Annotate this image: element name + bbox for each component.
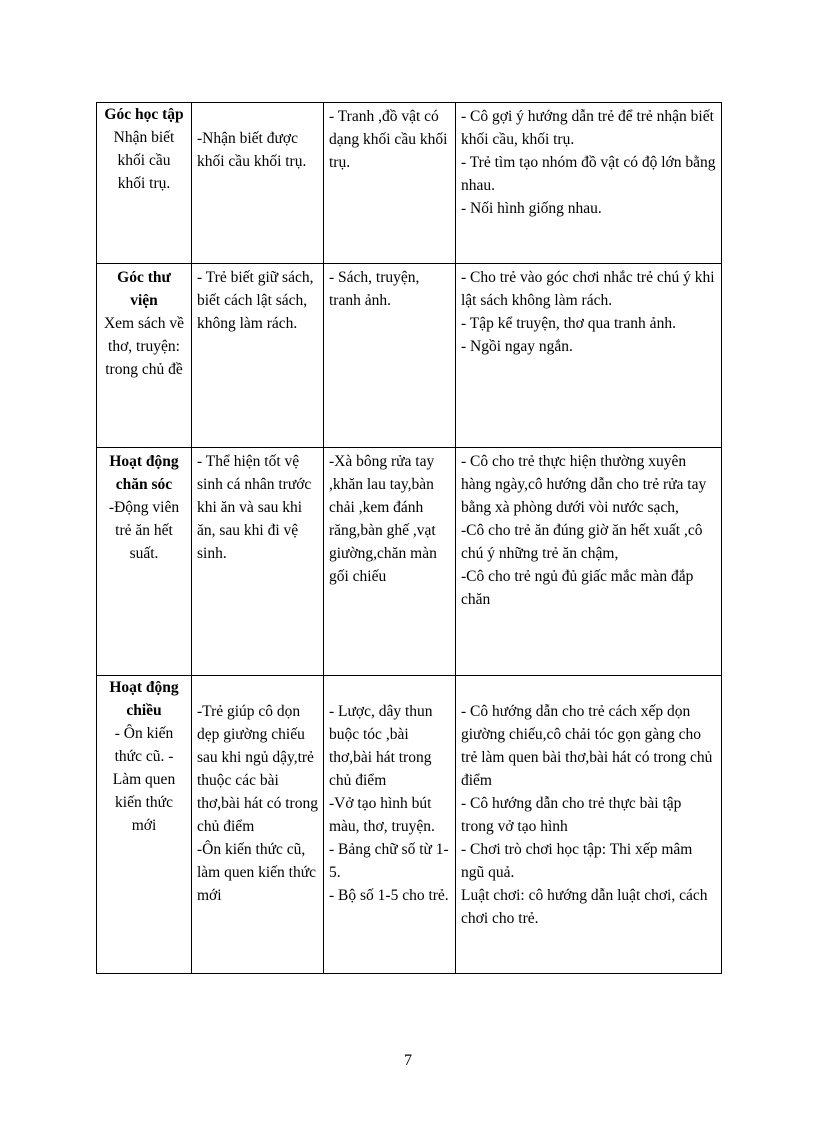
table-row (97, 103, 722, 264)
area-title: Hoạt động chiều (109, 679, 179, 719)
activities-cell (456, 448, 722, 676)
activity-area-cell (97, 264, 192, 448)
activity-item: - Cô hướng dẫn cho trẻ thực bài tập trong vở tạo hình (461, 795, 682, 835)
table-row (97, 448, 722, 676)
activity-item: - Cô gợi ý hướng dẫn trẻ để trẻ nhận biết khối cầu, khối trụ. (461, 108, 714, 148)
area-title: Góc học tập (104, 106, 184, 123)
materials-cell (324, 676, 456, 974)
material-item: -Vở tạo hình bút màu, thơ, truyện. (329, 795, 435, 835)
activity-item: - Nối hình giống nhau. (461, 200, 602, 217)
area-title: Góc thư viện (117, 269, 171, 309)
material-item: - Bộ số 1-5 cho trẻ. (329, 887, 449, 904)
activity-item: - Chơi trò chơi học tập: Thi xếp mâm ngũ quả. (461, 841, 693, 881)
area-description: Nhận biết khối cầu khối trụ. (113, 129, 175, 192)
activities-cell (456, 676, 722, 974)
area-description: Xem sách về thơ, truyện: trong chủ đề (103, 315, 185, 378)
activity-item: -Cô cho trẻ ăn đúng giờ ăn hết xuất ,cô chú ý những trẻ ăn chậm, (461, 522, 703, 562)
area-title: Hoạt động chăn sóc (109, 453, 179, 493)
material-item: - Lược, dây thun buộc tóc ,bài thơ,bài hát trong chủ điểm (329, 703, 433, 789)
activities-cell (456, 103, 722, 264)
goal-item: -Ôn kiến thức cũ, làm quen kiến thức mới (197, 841, 317, 904)
table-row (97, 264, 722, 448)
activity-item: - Tập kể truyện, thơ qua tranh ảnh. (461, 315, 676, 332)
activity-area-cell (97, 448, 192, 676)
activity-plan-table (96, 102, 722, 974)
material-item: - Sách, truyện, tranh ảnh. (329, 269, 420, 309)
goals-cell (192, 448, 324, 676)
area-description: - Ôn kiến thức cũ. - Làm quen kiến thức mới (112, 725, 176, 834)
material-item: - Bảng chữ số từ 1- 5. (329, 841, 449, 881)
activity-item: - Ngồi ngay ngắn. (461, 338, 573, 355)
goal-item: -Trẻ giúp cô dọn dẹp giường chiếu sau khi ngủ dậy,trẻ thuộc các bài thơ,bài hát có trong chủ điểm (197, 703, 318, 835)
materials-cell (324, 264, 456, 448)
activity-item: Luật chơi: cô hướng dẫn luật chơi, cách chơi cho trẻ. (461, 887, 708, 927)
activity-item: - Cô cho trẻ thực hiện thường xuyên hàng ngày,cô hướng dẫn cho trẻ rửa tay bằng xà phòng dưới vòi nước sạch, (461, 453, 707, 516)
activity-item: -Cô cho trẻ ngủ đủ giấc mắc màn đắp chăn (461, 568, 694, 608)
goals-cell (192, 103, 324, 264)
activities-cell (456, 264, 722, 448)
table-row (97, 676, 722, 974)
activity-item: - Trẻ tìm tạo nhóm đồ vật có độ lớn bằng nhau. (461, 154, 716, 194)
goal-item: - Trẻ biết giữ sách, biết cách lật sách, không làm rách. (197, 269, 314, 332)
activity-item: - Cho trẻ vào góc chơi nhắc trẻ chú ý khi lật sách không làm rách. (461, 269, 715, 309)
activity-area-cell (97, 676, 192, 974)
activity-area-cell (97, 103, 192, 264)
area-description: -Động viên trẻ ăn hết suất. (108, 499, 180, 562)
activity-item: - Cô hướng dẫn cho trẻ cách xếp dọn giường chiếu,cô chải tóc gọn gàng cho trẻ làm quen bài thơ,bài hát có trong chủ điểm (461, 703, 713, 789)
material-item: -Xà bông rửa tay ,khăn lau tay,bàn chải ,kem đánh răng,bàn ghế ,vạt giường,chăn màn gối chiếu (329, 453, 437, 585)
material-item: - Tranh ,đồ vật có dạng khối cầu khối trụ. (329, 108, 448, 171)
goal-item: - Thể hiện tốt vệ sinh cá nhân trước khi ăn và sau khi ăn, sau khi đi vệ sinh. (197, 453, 312, 562)
materials-cell (324, 448, 456, 676)
goals-cell (192, 676, 324, 974)
materials-cell (324, 103, 456, 264)
goals-cell (192, 264, 324, 448)
page-number: 7 (404, 1052, 412, 1069)
goal-item: -Nhận biết được khối cầu khối trụ. (197, 130, 307, 170)
